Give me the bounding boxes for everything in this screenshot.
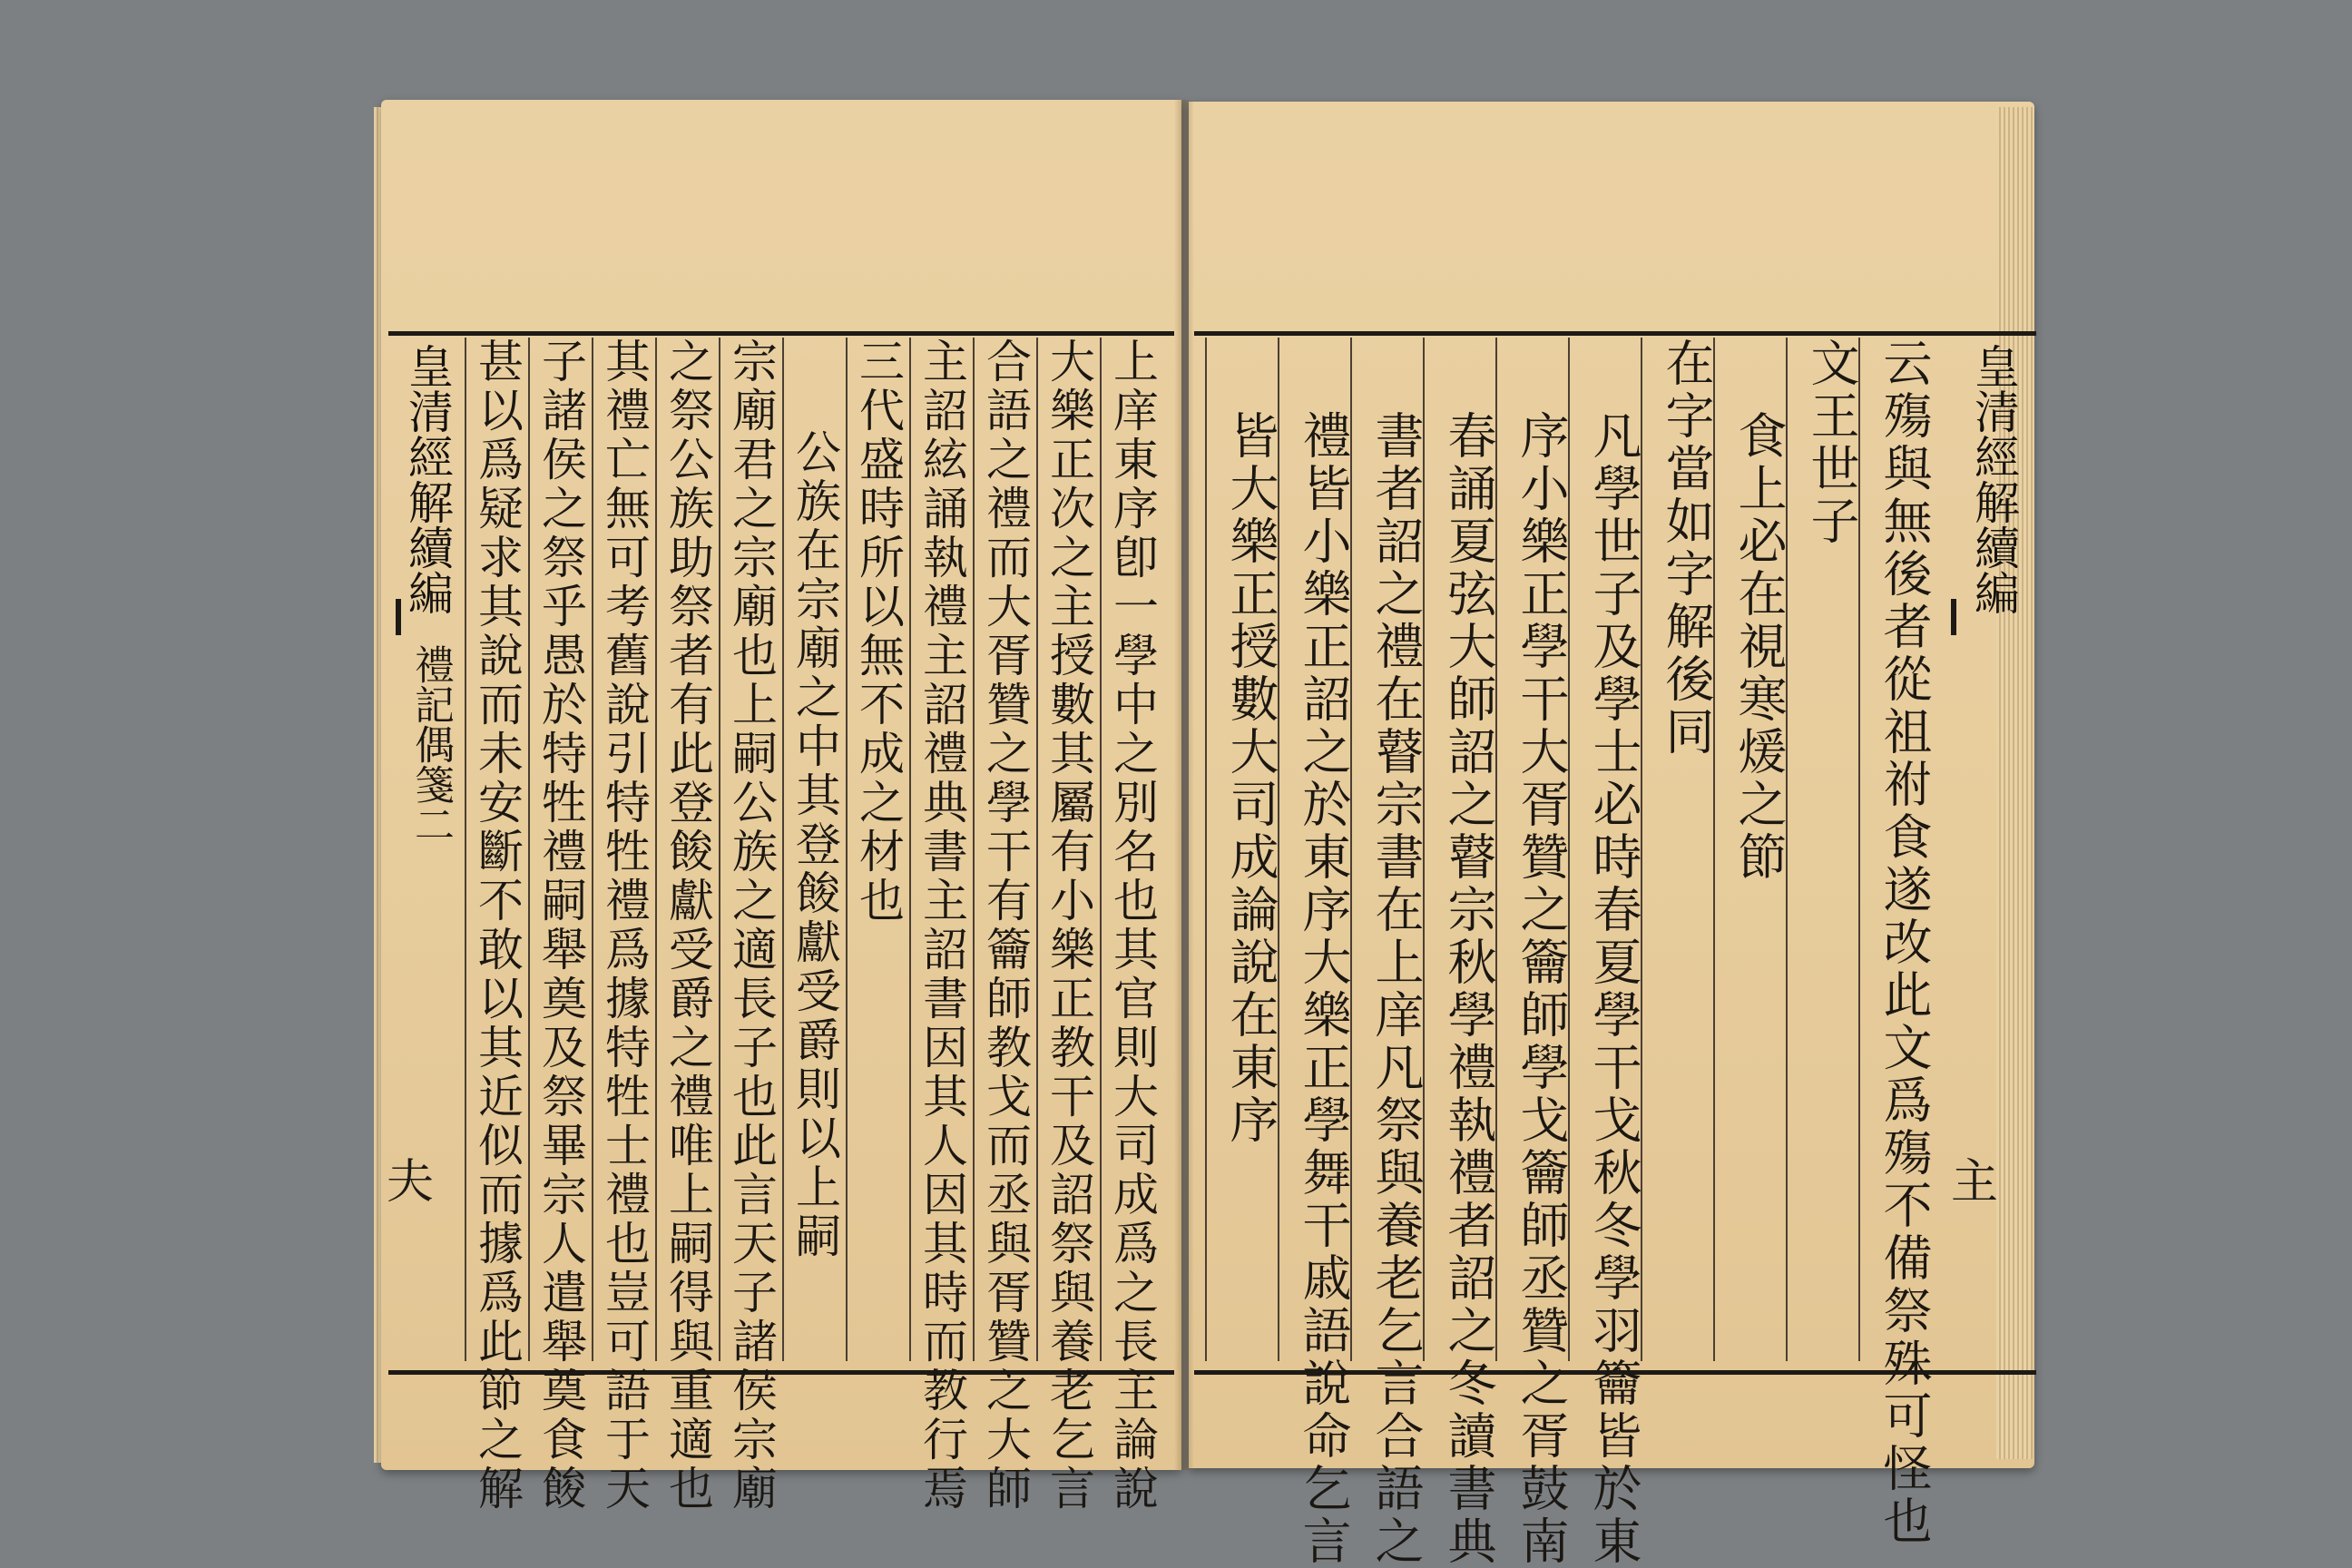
right-column-8: 書者詔之禮在瞽宗書在上庠凡祭與養老乞言合語之: [1367, 410, 1425, 1568]
left-column-7: 宗廟君之宗廟也上嗣公族之適長子也此言天子諸侯宗廟: [725, 338, 778, 1514]
left-column-11: 甚以爲疑求其說而未安斷不敢以其近似而據爲此節之解: [471, 338, 524, 1514]
left-column-4: 主詔絃誦執禮主詔禮典書主詔書因其人因其時而教行焉: [916, 338, 968, 1514]
column-rule: [1036, 338, 1038, 1361]
book-gutter: [1174, 100, 1194, 1470]
right-column-1: 云殤與無後者從祖祔食遂改此文爲殤不備祭殊可怪也: [1876, 338, 1933, 1548]
left-page-number: 夫: [387, 1155, 435, 1210]
column-rule: [528, 338, 530, 1361]
left-column-9: 其禮亡無可考舊說引特牲禮爲據特牲士禮也豈可語于天: [598, 338, 651, 1514]
right-column-9: 禮皆小樂正詔之於東序大樂正學舞干戚語說命乞言: [1295, 410, 1352, 1568]
right-column-10: 皆大樂正授數大司成論說在東序: [1222, 410, 1279, 1147]
right-column-4: 在字當如字解後同: [1658, 338, 1715, 759]
fishtail-mark: [1951, 599, 1956, 635]
left-column-3: 合語之禮而大胥贊之學干有籥師教戈而丞與胥贊之大師: [979, 338, 1032, 1514]
right-column-7: 春誦夏弦大師詔之瞽宗秋學禮執禮者詔之冬讀書典: [1440, 410, 1497, 1568]
column-rule: [846, 338, 848, 1361]
left-column-1: 上庠東序卽一學中之別名也其官則大司成爲之長主論說: [1106, 338, 1159, 1514]
left-column-5: 三代盛時所以無不成之材也: [852, 338, 905, 926]
column-rule: [465, 338, 466, 1361]
right-column-5: 凡學世子及學士必時春夏學干戈秋冬學羽籥皆於東: [1585, 410, 1642, 1568]
column-rule: [909, 338, 911, 1361]
left-column-2: 大樂正次之主授數其屬有小樂正教干及詔祭與養老乞言: [1043, 338, 1095, 1514]
left-column-6: 公族在宗廟之中其登餕獻受爵則以上嗣: [789, 428, 841, 1261]
right-page-header: 皇清經解續編: [1967, 343, 2020, 615]
left-page-header: 皇清經解續編: [401, 343, 454, 615]
column-rule: [655, 338, 657, 1361]
column-rule: [782, 338, 784, 1361]
column-rule: [719, 338, 720, 1361]
left-section-title: 禮記偶箋二: [407, 644, 454, 844]
right-column-2: 文王世子: [1803, 338, 1860, 548]
right-column-3: 食上必在視寒煖之節: [1730, 410, 1788, 884]
right-column-6: 序小樂正學干大胥贊之籥師學戈籥師丞贊之胥鼓南: [1513, 410, 1570, 1568]
column-rule: [592, 338, 593, 1361]
left-column-10: 子諸侯之祭乎愚於特牲禮嗣舉奠及祭畢宗人遣舉奠食餕: [534, 338, 587, 1514]
right-page-number: 主: [1951, 1155, 1999, 1210]
column-rule: [1100, 338, 1102, 1361]
column-rule: [973, 338, 975, 1361]
column-rule: [1205, 338, 1207, 1361]
left-column-8: 之祭公族助祭者有此登餕獻受爵之禮唯上嗣得與重適也: [662, 338, 714, 1514]
fishtail-mark: [396, 599, 401, 635]
